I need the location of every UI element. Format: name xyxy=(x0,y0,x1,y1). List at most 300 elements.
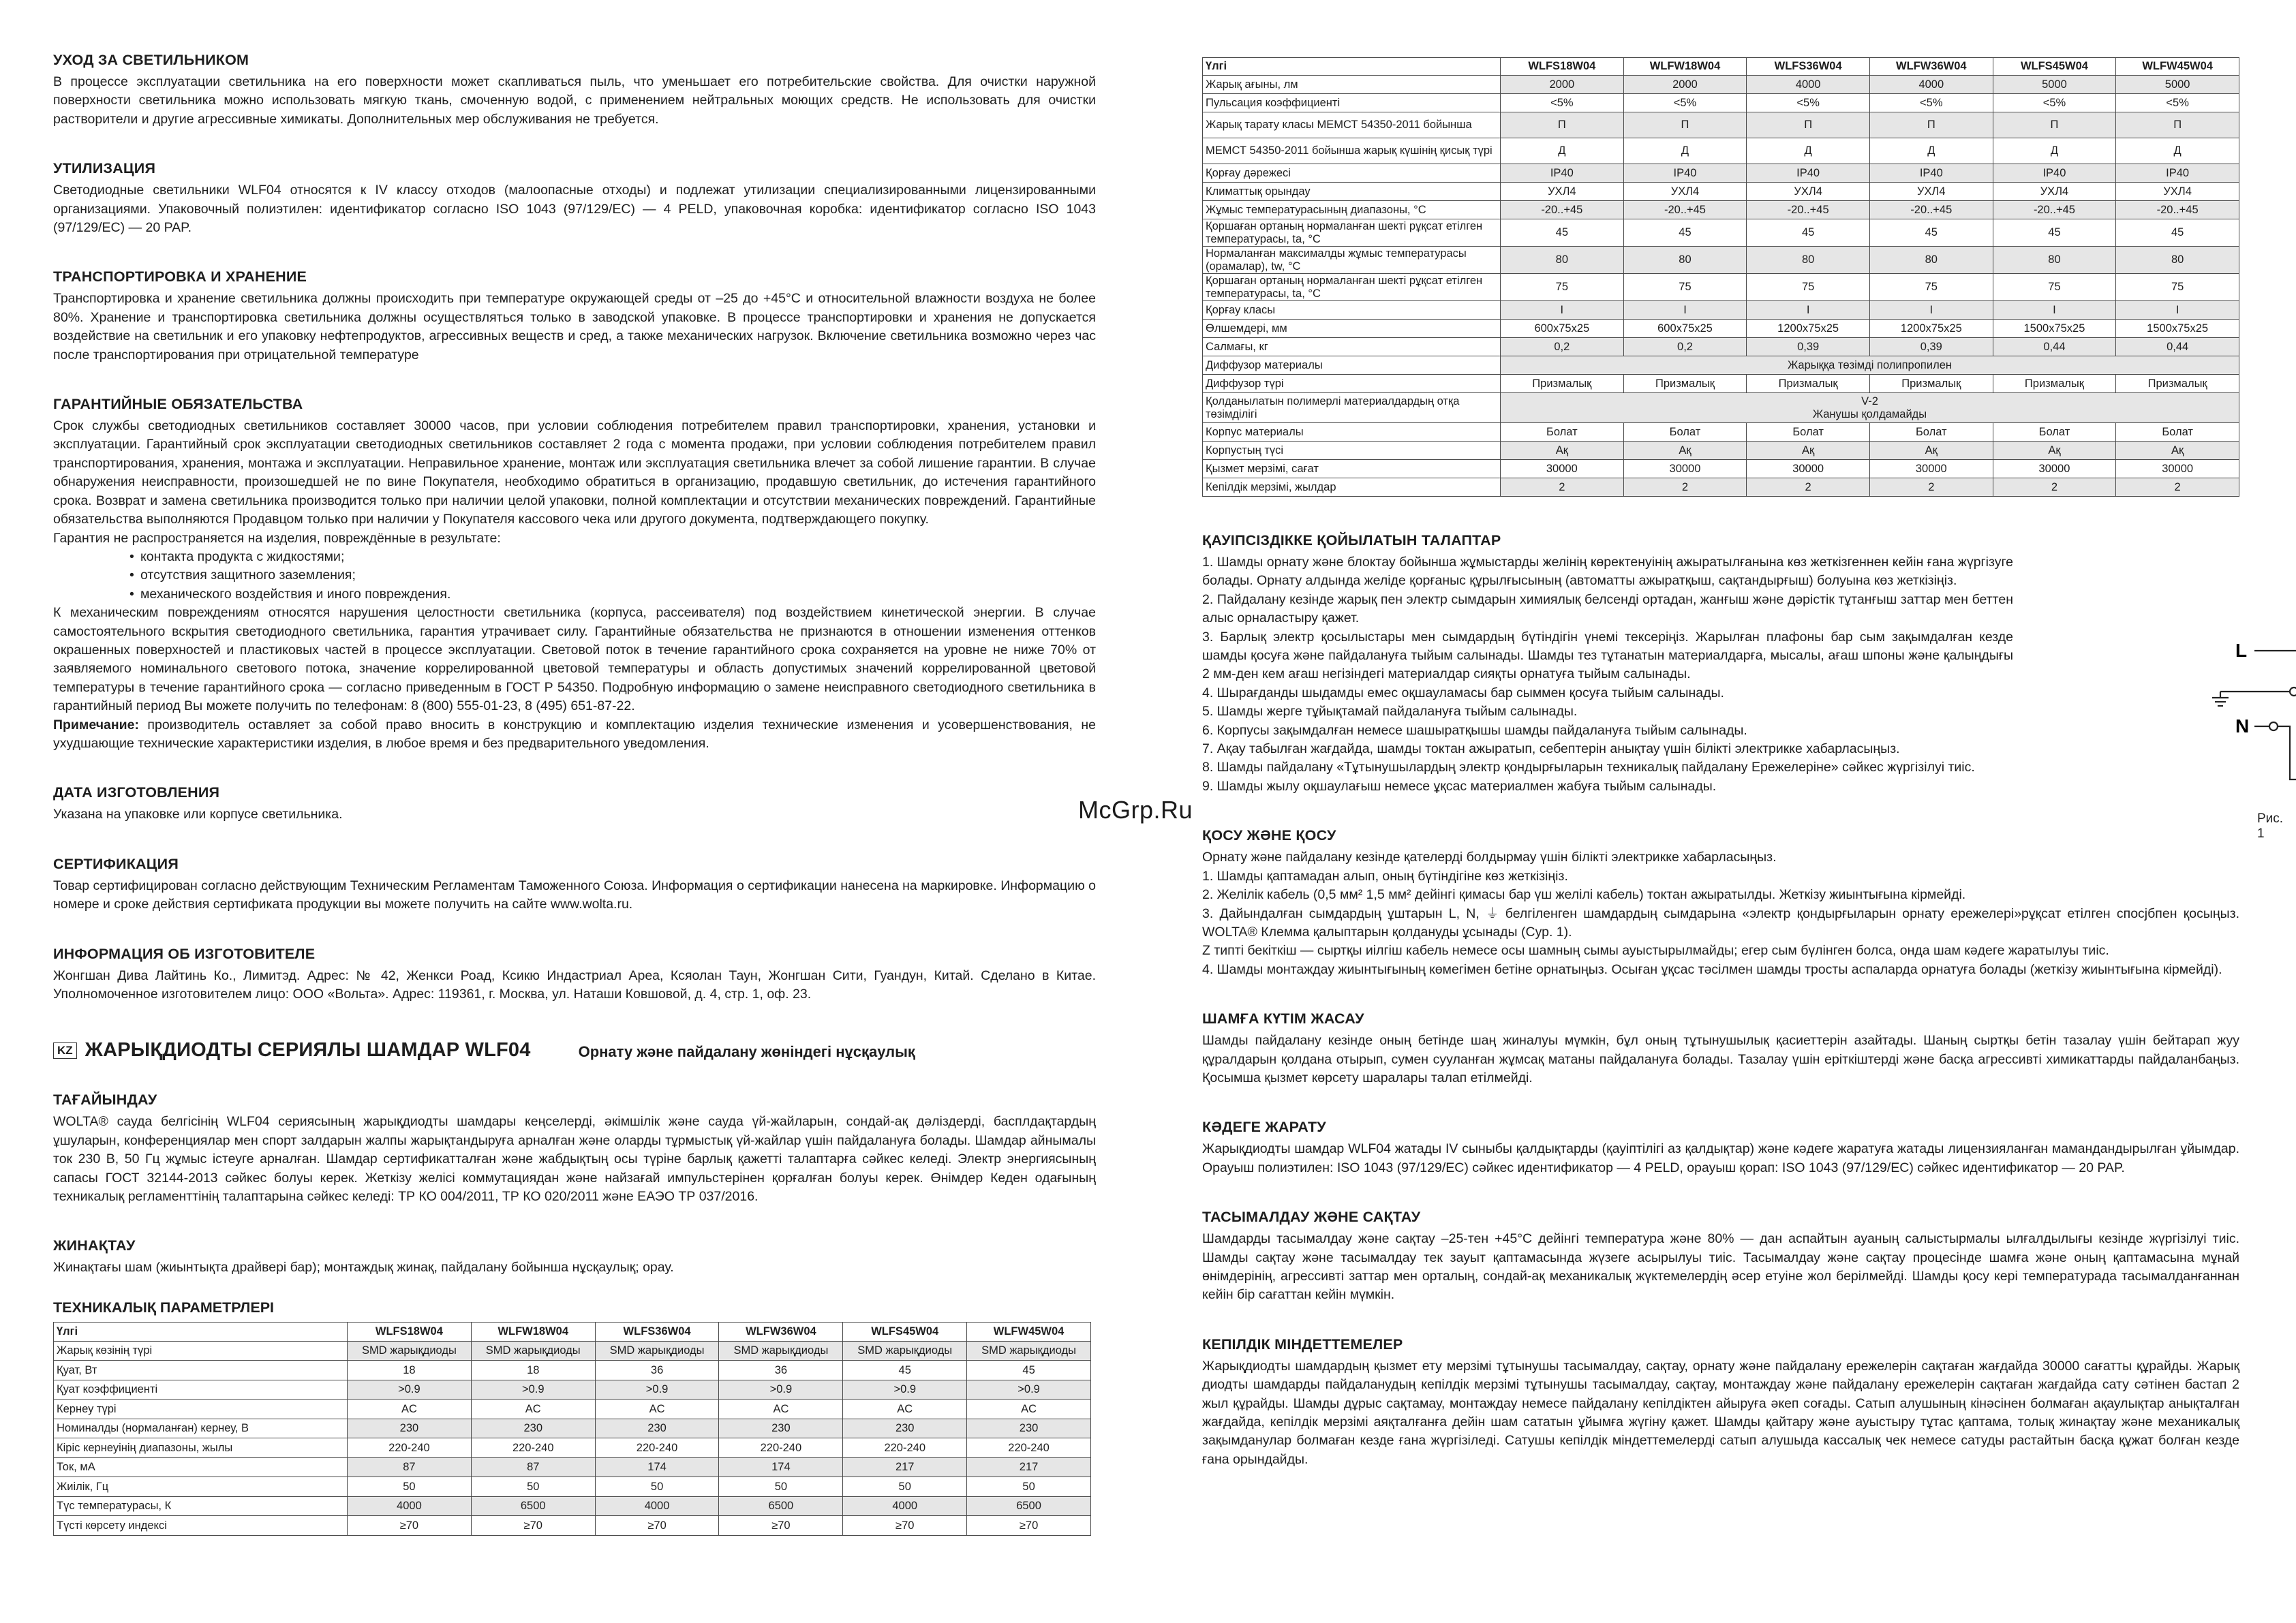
table-cell: 0,2 xyxy=(1623,338,1747,356)
table-cell: AC xyxy=(843,1400,967,1419)
table-cell: <5% xyxy=(2116,94,2239,112)
table-cell: 80 xyxy=(1623,247,1747,274)
table-cell: 174 xyxy=(595,1457,719,1477)
table-cell: Д xyxy=(1869,138,1993,164)
table-cell: 0,39 xyxy=(1747,338,1870,356)
table-row xyxy=(1203,460,2239,478)
table-cell: 2 xyxy=(1869,478,1993,497)
watermark-text: McGrp.Ru xyxy=(1078,796,1193,824)
table-row xyxy=(54,1477,1091,1497)
table-cell: -20..+45 xyxy=(1623,201,1747,219)
table-cell: IP40 xyxy=(1747,164,1870,183)
table-cell: 30000 xyxy=(1993,460,2116,478)
table-cell: Призмалық xyxy=(1501,375,1624,393)
table-cell: ≥70 xyxy=(595,1516,719,1536)
section-text: Товар сертифицирован согласно действующим Техническим Регламентам Таможенного Союза. Информация о сертификации нанесена на маркировке. Информацию о номере и сроке действия сертификата продукции вы можете получить на сайте www.wolta.ru. xyxy=(53,878,1096,912)
table-cell: -20..+45 xyxy=(1501,201,1624,219)
table-row xyxy=(1203,442,2239,460)
table-cell: 2000 xyxy=(1501,76,1624,94)
figure-caption: Рис. 1 xyxy=(2257,812,2284,841)
kz-warranty-section xyxy=(1202,1336,2239,1469)
table-cell: Ақ xyxy=(1993,442,2116,460)
table-cell: 1200х75х25 xyxy=(1747,320,1870,338)
section-title: ТАСЫМАЛДАУ ЖӘНЕ САҚТАУ xyxy=(1202,1209,1421,1226)
table-cell: I xyxy=(1993,301,2116,320)
section-title: ЖИНАҚТАУ xyxy=(53,1237,136,1254)
table-cell: 0,44 xyxy=(1993,338,2116,356)
table-cell: 217 xyxy=(843,1457,967,1477)
table-cell: -20..+45 xyxy=(1869,201,1993,219)
section-title: ИНФОРМАЦИЯ ОБ ИЗГОТОВИТЕЛЕ xyxy=(53,945,316,962)
terminal-pe xyxy=(2290,687,2296,696)
table-cell: Жиілік, Гц xyxy=(54,1477,348,1497)
table-cell: Номиналды (нормаланған) кернеу, В xyxy=(54,1419,348,1438)
section-text: Шамды пайдалану кезінде оның бетінде шаң жиналуы мүмкін, бұл оның тұтынушылық қасиеттерін азайтады. Шаның сыртқы бетін тазалау үшін бейтарап жуу құралдарын қолдана отырып, сумен сууланған жұмсақ матаны пайдалануға болады. Тазалау үшін еріткіштерді және басқа агрессивті химикаттарды пайдаланбаңыз. Қосымша қызмет көрсету шаралары талап етілмейді. xyxy=(1202,1033,2239,1085)
table-row xyxy=(1203,423,2239,442)
table-cell: Болат xyxy=(1993,423,2116,442)
table-cell: П xyxy=(1869,112,1993,138)
table-cell: 0,39 xyxy=(1869,338,1993,356)
table-header-row xyxy=(54,1322,1091,1341)
table-cell: 220-240 xyxy=(595,1438,719,1458)
table-row xyxy=(54,1380,1091,1400)
table-header-cell: WLFS36W04 xyxy=(1747,58,1870,76)
table-cell: 6500 xyxy=(471,1496,595,1516)
table-cell: ≥70 xyxy=(843,1516,967,1536)
section-text: Срок службы светодиодных светильников составляет 30000 часов, при условии соблюдения потребителем правил транспортировки, хранения, установки и эксплуатации. Гарантийный срок эксплуатации светодиодных светильников составляет 2 года с момента продажи, при условии соблюдения потребителем правил транспортирования, хранения, монтажа и эксплуатации. Неправильное хранение, монтаж или эксплуатация светильника влечет за собой лишение гарантии. В случае обнаружения неисправности, произошедшей не по вине Покупателя, необходимо обратиться в организацию, продавшую светильник, до истечения гарантийного срока. Возврат и замена светильника производится только при наличии целой упаковки, полной комплектации и отсутствии механических повреждений. Гарантийные обязательства выполняются Продавцом только при наличии у Покупателя кассового чека или другого документа, подтверждающего покупку. xyxy=(53,418,1096,527)
note-body: производитель оставляет за собой право вносить в конструкцию и комплектацию изделия технические изменения и усовершенствования, не ухудшающие технические характеристики изделия, в любое время и без предварительного уведомления. xyxy=(53,717,1096,751)
table-cell: SMD жарықдиоды xyxy=(967,1341,1091,1361)
table-cell: -20..+45 xyxy=(2116,201,2239,219)
connection-list xyxy=(1202,867,2239,979)
table-cell: 4000 xyxy=(1747,76,1870,94)
table-cell: П xyxy=(1623,112,1747,138)
table-cell: 45 xyxy=(967,1361,1091,1380)
section-text: Шамдарды тасымалдау және сақтау –25-тен +45°С дейінгі температура және 80% — дан аспайтын ауаның салыстырмалы ылғалдылығы кезінде жүргізілуі тиіс. Шамды сақтау және тасымалдау тек зауыт қаптамасында жүзеге асырылуы тиіс. Тасымалдау және сақтау процесінде шамға және оның қаптамасына мұнай өнімдерінің, агрессивті заттар мен орталың, сондай-ақ механикалық жүктемелердің әсер етуіне жол берілмейді. Шамды қосу кері температурада тасымалданғаннан кейін бір сағаттан кейін мүмкін. xyxy=(1202,1231,2239,1303)
table-cell: Жұмыс температурасының диапазоны, °С xyxy=(1203,201,1501,219)
table-row xyxy=(1203,112,2239,138)
table-cell: 18 xyxy=(471,1361,595,1380)
section-text: К механическим повреждениям относятся нарушения целостности светильника (корпуса, рассеивателя) под воздействием кинетической энергии. В случае самостоятельного вскрытия светодиодного светильника, гарантия утрачивает силу. Гарантийные обязательства не признаются в отношении изменения оттенков окрашенных поверхностей и пластиковых частей в процессе эксплуатации. Световой поток в течение гарантийного срока сохраняется на уровне не ниже 70% от заявляемого номинального светового потока, значение коррелированной цветовой температуры и область допустимых значений коррелированной цветовой температуры в течение гарантийного срока — согласно приведенным в ГОСТ Р 54350. Подробную информацию о замене неисправного светодиодного светильника в гарантийный период Вы можете получить по телефонам: 8 (800) 555-01-23, 8 (495) 651-87-22. xyxy=(53,605,1096,714)
table-cell: Салмағы, кг xyxy=(1203,338,1501,356)
table-cell: 4000 xyxy=(595,1496,719,1516)
section-text: Орнату және пайдалану кезінде қателерді болдырмау үшін білікті электрикке хабарласыңыз. xyxy=(1202,850,1777,865)
list-item: 2. Пайдалану кезінде жарық пен электр сымдарын химиялық белсенді ортадан, жанғыш және дәрістік тұтанғыш заттар мен беттен алыс орналастыру қажет. xyxy=(1202,591,2013,626)
list-item: • отсутствия защитного заземления; xyxy=(140,566,1096,585)
table-header-cell: WLFW36W04 xyxy=(719,1322,843,1341)
ru-manufacture-date-section xyxy=(53,784,1096,824)
table-row xyxy=(54,1438,1091,1458)
table-header-cell: WLFS18W04 xyxy=(1501,58,1624,76)
table-header-cell: WLFW45W04 xyxy=(967,1322,1091,1341)
table-header-cell: WLFW45W04 xyxy=(2116,58,2239,76)
list-item: 1. Шамды қаптамадан алып, оның бүтіндігіне көз жеткізіңіз. xyxy=(1202,868,1568,884)
table-cell: AC xyxy=(967,1400,1091,1419)
table-cell: Нормаланған максималды жұмыс температурасы (орамалар), tw, °С xyxy=(1203,247,1501,274)
table-row xyxy=(1203,356,2239,375)
section-text: Жинақтағы шам (жиынтықта драйвері бар); монтаждық жинақ, пайдалану бойынша нұсқаулық; орау. xyxy=(53,1260,674,1276)
table-cell: Жарық ағыны, лм xyxy=(1203,76,1501,94)
ru-care-section xyxy=(53,52,1096,129)
table-cell: Өлшемдері, мм xyxy=(1203,320,1501,338)
table-cell: УХЛ4 xyxy=(1869,183,1993,201)
table-row xyxy=(1203,94,2239,112)
table-row xyxy=(54,1496,1091,1516)
table-cell: 230 xyxy=(471,1419,595,1438)
table-header-cell: WLFS18W04 xyxy=(348,1322,472,1341)
list-item: • механического воздействия и иного повреждения. xyxy=(140,585,1096,604)
table-cell: SMD жарықдиоды xyxy=(843,1341,967,1361)
table-cell: Болат xyxy=(1869,423,1993,442)
table-header-cell: WLFW18W04 xyxy=(471,1322,595,1341)
list-item: 5. Шамды жерге тұйықтамай пайдалануға тыйым салынады. xyxy=(1202,704,1578,720)
table-cell: Кепілдік мерзімі, жылдар xyxy=(1203,478,1501,497)
table-header-cell: WLFS45W04 xyxy=(843,1322,967,1341)
table-row xyxy=(1203,478,2239,497)
table-cell: 0,2 xyxy=(1501,338,1624,356)
table-cell: УХЛ4 xyxy=(2116,183,2239,201)
wiring-diagram-svg xyxy=(2211,621,2296,799)
table-cell: Ток, мА xyxy=(54,1457,348,1477)
table-cell: IP40 xyxy=(1501,164,1624,183)
cell-line: Жанушы қолдамайды xyxy=(1812,407,1927,420)
table-cell: 6500 xyxy=(719,1496,843,1516)
table-cell: 220-240 xyxy=(719,1438,843,1458)
table-cell: ≥70 xyxy=(719,1516,843,1536)
table-cell: 50 xyxy=(348,1477,472,1497)
table-cell: 2 xyxy=(1993,478,2116,497)
language-badge: KZ xyxy=(53,1042,77,1059)
list-item: 9. Шамды жылу оқшаулағыш немесе ұқсас материалмен жабуға тыйым салынады. xyxy=(1202,778,1717,794)
table-cell: УХЛ4 xyxy=(1993,183,2116,201)
table-cell: 174 xyxy=(719,1457,843,1477)
table-cell: Түсті көрсету индексі xyxy=(54,1516,348,1536)
safety-list xyxy=(1202,553,2013,796)
table-cell: УХЛ4 xyxy=(1501,183,1624,201)
list-item: 1. Шамды орнату және блоктау бойынша жұмыстарды желінің көректенуінің ажыратылғанына көз жеткізгеннен кейін ғана жүргізуге болады. Орнату алдында желіде қорғаныс құрылғысының (автоматты ажыратқыш, сақтандырғыш) болуына көз жеткізіңіз. xyxy=(1202,555,2013,589)
wire-n-to-block xyxy=(2278,726,2296,779)
table-cell: П xyxy=(1993,112,2116,138)
table-cell: Корпус материалы xyxy=(1203,423,1501,442)
params-title: ТЕХНИКАЛЫҚ ПАРАМЕТРЛЕРІ xyxy=(53,1299,275,1316)
table-cell: -20..+45 xyxy=(1993,201,2116,219)
table-cell: 600х75х25 xyxy=(1623,320,1747,338)
left-column xyxy=(53,52,1096,1536)
table-cell: 5000 xyxy=(1993,76,2116,94)
table-cell: 75 xyxy=(2116,274,2239,301)
table-cell: Қуат, Вт xyxy=(54,1361,348,1380)
list-item: • контакта продукта с жидкостями; xyxy=(140,548,1096,566)
section-title: ҚОСУ ЖӘНЕ ҚОСУ xyxy=(1202,827,1336,844)
table-cell: 50 xyxy=(719,1477,843,1497)
table-cell: <5% xyxy=(1501,94,1624,112)
table-cell: 30000 xyxy=(1623,460,1747,478)
ru-certification-section xyxy=(53,856,1096,914)
table-row xyxy=(1203,375,2239,393)
table-cell: 1200х75х25 xyxy=(1869,320,1993,338)
table-cell: 75 xyxy=(1501,274,1624,301)
table-cell: Болат xyxy=(1623,423,1747,442)
table-cell: Д xyxy=(1623,138,1747,164)
table-cell: Болат xyxy=(2116,423,2239,442)
table-cell: 45 xyxy=(1501,219,1624,247)
table-cell: SMD жарықдиоды xyxy=(471,1341,595,1361)
table-cell: >0.9 xyxy=(595,1380,719,1400)
table-cell: Жарық тарату класы МЕМСТ 54350-2011 бойынша xyxy=(1203,112,1501,138)
table-row xyxy=(1203,138,2239,164)
note-text xyxy=(53,716,1096,754)
kz-kit-section xyxy=(53,1237,1096,1277)
table-cell: Қоршаған ортаның нормаланған шекті рұқсат етілген температурасы, ta, °С xyxy=(1203,274,1501,301)
table-cell: 30000 xyxy=(1869,460,1993,478)
table-header-cell: WLFW36W04 xyxy=(1869,58,1993,76)
table-cell: Д xyxy=(1501,138,1624,164)
table-cell: Призмалық xyxy=(1623,375,1747,393)
table-cell: ≥70 xyxy=(967,1516,1091,1536)
kz-transport-section xyxy=(1202,1209,2239,1305)
table-cell: Қоршаған ортаның нормаланған шекті рұқсат етілген температурасы, ta, °С xyxy=(1203,219,1501,247)
table-cell: 220-240 xyxy=(348,1438,472,1458)
table-cell: 0,44 xyxy=(2116,338,2239,356)
table-cell: 4000 xyxy=(843,1496,967,1516)
table-cell: 1500х75х25 xyxy=(2116,320,2239,338)
terminal-n xyxy=(2269,722,2278,730)
table-row xyxy=(54,1400,1091,1419)
table-cell: 75 xyxy=(1623,274,1747,301)
list-item: 3. Дайындалған сымдардың ұштарын L, N, ⏚ белгіленген шамдардың сымдарына «электр қондырғыларын орнату ережелері»рұқсат етілген спосјбпен қосыңыз. WOLTA® Клемма қалыптарын қолдануды ұсынады (Сур. 1). xyxy=(1202,906,2239,940)
table-cell: 80 xyxy=(1747,247,1870,274)
spec-table-1 xyxy=(53,1322,1091,1536)
table-row xyxy=(1203,201,2239,219)
table-cell: 230 xyxy=(967,1419,1091,1438)
list-item: 7. Ақау табылған жағдайда, шамды токтан ажыратып, себептерін анықтау үшін білікті электрикке хабарласыңыз. xyxy=(1202,741,1900,757)
table-row xyxy=(54,1457,1091,1477)
table-cell: 80 xyxy=(1993,247,2116,274)
table-row xyxy=(1203,320,2239,338)
table-row xyxy=(1203,274,2239,301)
table-header-cell: WLFS45W04 xyxy=(1993,58,2116,76)
table-cell: 30000 xyxy=(1501,460,1624,478)
table-row xyxy=(1203,247,2239,274)
table-header-cell: WLFW18W04 xyxy=(1623,58,1747,76)
table-cell: Диффузор түрі xyxy=(1203,375,1501,393)
table-row xyxy=(1203,164,2239,183)
table-cell: 2 xyxy=(1623,478,1747,497)
table-cell: Климаттық орындау xyxy=(1203,183,1501,201)
table-row xyxy=(54,1341,1091,1361)
table-cell: Жарық көзінің түрі xyxy=(54,1341,348,1361)
kz-connection-section xyxy=(1202,827,2239,979)
table-cell: Кернеу түрі xyxy=(54,1400,348,1419)
list-item: 4. Шамды монтаждау жиынтығының көмегімен бетіне орнатыңыз. Осыған ұқсас тәсілмен шамды тросты аспаларда орнатуға болады (жеткізу жиынтығына кірмейді). xyxy=(1202,961,2222,977)
section-text: Транспортировка и хранение светильника должны происходить при температуре окружающей среды от –25 до +45°С и относительной влажности воздуха не более 80%. Хранение и транспортировка светильника должны осуществляться только в заводской упаковке. В процессе транспортировки и хранения не допускается воздействие на светильник и его упаковку нефтепродуктов, агрессивных веществ и сред, а также механических нагрузок. Включение светильника возможно через час после транспортирования при отрицательной температуре xyxy=(53,291,1096,362)
table-cell: AC xyxy=(471,1400,595,1419)
table-cell: I xyxy=(1869,301,1993,320)
table-body xyxy=(1203,76,2239,497)
table-cell: SMD жарықдиоды xyxy=(595,1341,719,1361)
kz-disposal-section xyxy=(1202,1119,2239,1177)
ru-disposal-section xyxy=(53,160,1096,237)
table-cell: 45 xyxy=(1993,219,2116,247)
label-l: L xyxy=(2235,640,2248,661)
table-cell: 4000 xyxy=(1869,76,1993,94)
table-cell: 80 xyxy=(2116,247,2239,274)
section-title: ТРАНСПОРТИРОВКА И ХРАНЕНИЕ xyxy=(53,268,307,285)
section-title: УТИЛИЗАЦИЯ xyxy=(53,160,156,177)
table-cell: 5000 xyxy=(2116,76,2239,94)
table-cell: 45 xyxy=(2116,219,2239,247)
table-cell: Диффузор материалы xyxy=(1203,356,1501,375)
table-cell: IP40 xyxy=(1623,164,1747,183)
table-row xyxy=(54,1419,1091,1438)
spec-table-2 xyxy=(1202,57,2239,497)
section-title: КӘДЕГЕ ЖАРАТУ xyxy=(1202,1119,1326,1136)
table-row xyxy=(1203,338,2239,356)
table-row xyxy=(1203,76,2239,94)
table-cell: IP40 xyxy=(1869,164,1993,183)
table-cell: 18 xyxy=(348,1361,472,1380)
table-cell: Д xyxy=(1993,138,2116,164)
table-header-cell: Үлгі xyxy=(54,1322,348,1341)
table-cell: I xyxy=(1501,301,1624,320)
table-cell: Болат xyxy=(1747,423,1870,442)
table-cell: Призмалық xyxy=(1869,375,1993,393)
table-cell: Қорғау дәрежесі xyxy=(1203,164,1501,183)
table-cell: 220-240 xyxy=(967,1438,1091,1458)
table-cell: Болат xyxy=(1501,423,1624,442)
table-cell: Ақ xyxy=(1623,442,1747,460)
table-cell: П xyxy=(1501,112,1624,138)
table-cell: 2000 xyxy=(1623,76,1747,94)
table-cell: Ақ xyxy=(1869,442,1993,460)
section-text: Светодиодные светильники WLF04 относятся к IV классу отходов (малоопасные отходы) и подлежат утилизации специализированными лицензированными организациями. Упаковочный полиэтилен: идентификатор согласно ISO 1043 (97/129/EC) — 4 PELD, упаковочная коробка: идентификатор согласно ISO 1043 (97/129/EC) — 20 PAP. xyxy=(53,183,1096,236)
table-cell: IP40 xyxy=(1993,164,2116,183)
list-item: 3. Барлық электр қосылыстары мен сымдардың бүтіндігін үнемі тексеріңіз. Жарылған плафоны бар сым зақымдалған кезде шамды қосуға және пайдалануға тыйым салынады. Шамды тез тұтанатын материалдарға, мысалы, ағаш шпоны және қалыңдығы 2 мм-ден кем ағаш негізіндегі материалдар сияқты орнатуға тыйым салынады. xyxy=(1202,629,2013,682)
note-label: Примечание: xyxy=(53,717,139,732)
section-title: ДАТА ИЗГОТОВЛЕНИЯ xyxy=(53,784,220,801)
table-header-row xyxy=(1203,58,2239,76)
table-cell: 75 xyxy=(1747,274,1870,301)
label-n: N xyxy=(2235,715,2250,737)
table-cell: 87 xyxy=(348,1457,472,1477)
table-row xyxy=(1203,393,2239,423)
table-header-cell: WLFS36W04 xyxy=(595,1322,719,1341)
table-cell: 220-240 xyxy=(471,1438,595,1458)
list-item: 6. Корпусы зақымдалған немесе шашыратқышы шамды пайдалануға тыйым салынады. xyxy=(1202,722,1747,738)
table-cell: 230 xyxy=(843,1419,967,1438)
table-cell: Қорғау класы xyxy=(1203,301,1501,320)
table-cell: 2 xyxy=(1747,478,1870,497)
table-cell: 50 xyxy=(471,1477,595,1497)
table-cell: <5% xyxy=(1623,94,1747,112)
table-cell: <5% xyxy=(1993,94,2116,112)
kz-subtitle: Орнату және пайдалану жөніндегі нұсқаулық xyxy=(578,1042,915,1060)
table-cell: 45 xyxy=(1747,219,1870,247)
table-cell: 230 xyxy=(595,1419,719,1438)
table-cell: 6500 xyxy=(967,1496,1091,1516)
table-cell: I xyxy=(1747,301,1870,320)
section-title: УХОД ЗА СВЕТИЛЬНИКОМ xyxy=(53,52,249,68)
table-cell: 45 xyxy=(843,1361,967,1380)
ru-warranty-section xyxy=(53,396,1096,753)
table-cell: >0.9 xyxy=(348,1380,472,1400)
list-item: 4. Шырағданды шыдамды емес оқшауламасы бар сыммен қосуға тыйым салынады. xyxy=(1202,685,1724,700)
table-cell: Призмалық xyxy=(2116,375,2239,393)
table-cell: 230 xyxy=(348,1419,472,1438)
table-cell: Қызмет мерзімі, сағат xyxy=(1203,460,1501,478)
list-item: 8. Шамды пайдалану «Тұтынушылардың электр қондырғыларын техникалық пайдалану Ережелеріне» сәйкес жүргізілуі тиіс. xyxy=(1202,760,1975,775)
warranty-exclusions-list xyxy=(53,548,1096,604)
table-row xyxy=(1203,219,2239,247)
table-cell: >0.9 xyxy=(719,1380,843,1400)
table-cell: 80 xyxy=(1869,247,1993,274)
kz-safety-section xyxy=(1202,532,2013,796)
table-cell: 36 xyxy=(595,1361,719,1380)
table-cell: 217 xyxy=(967,1457,1091,1477)
table-cell: AC xyxy=(719,1400,843,1419)
table-cell: AC xyxy=(348,1400,472,1419)
ru-manufacturer-section xyxy=(53,946,1096,1004)
table-cell: Қолданылатын полимерлі материалдардың отқа төзімділігі xyxy=(1203,393,1501,423)
section-text: Указана на упаковке или корпусе светильника. xyxy=(53,807,343,822)
table-cell: 36 xyxy=(719,1361,843,1380)
list-item: Z типті бекіткіш — сыртқы иілгіш кабель немесе осы шамның сымы ауыстырылмайды; егер сым бүлінген болса, онда шам кәдеге жаратылуы тиіс. xyxy=(1202,943,2109,959)
kz-purpose-section xyxy=(53,1092,1096,1206)
section-title: КЕПІЛДІК МІНДЕТТЕМЕЛЕР xyxy=(1202,1335,1403,1352)
table-cell: П xyxy=(1747,112,1870,138)
table-cell: Жарыққа төзімді полипропилен xyxy=(1501,356,2239,375)
section-text: Жарықдиодты шамдар WLF04 жатады IV сыныбы қалдықтарды (қауіптілігі аз қалдықтар) және кәдеге жаратуға жатады лицензияланған мамандандырылған ұйымдар. Орауыш полиэтилен: ISO 1043 (97/129/EC) сәйкес идентификатор — 4 PELD, орауыш қорап: ISO 1043 (97/129/EC) сәйкес идентификатор — 20 PAP. xyxy=(1202,1141,2239,1175)
table-header-cell: Үлгі xyxy=(1203,58,1501,76)
table-cell: 50 xyxy=(843,1477,967,1497)
section-title: ГАРАНТИЙНЫЕ ОБЯЗАТЕЛЬСТВА xyxy=(53,396,303,413)
table-cell: 30000 xyxy=(1747,460,1870,478)
table-cell: AC xyxy=(595,1400,719,1419)
table-cell: Д xyxy=(1747,138,1870,164)
table-cell: 45 xyxy=(1869,219,1993,247)
table-row xyxy=(1203,301,2239,320)
table-row xyxy=(54,1516,1091,1536)
table-cell: МЕМСТ 54350-2011 бойынша жарық күшінің қисық түрі xyxy=(1203,138,1501,164)
table-cell: 45 xyxy=(1623,219,1747,247)
table-cell: <5% xyxy=(1869,94,1993,112)
section-text: Гарантия не распространяется на изделия, повреждённые в результате: xyxy=(53,530,501,546)
table-cell: 4000 xyxy=(348,1496,472,1516)
table-cell: SMD жарықдиоды xyxy=(719,1341,843,1361)
table-cell: I xyxy=(2116,301,2239,320)
table-cell: Ақ xyxy=(1747,442,1870,460)
kz-title: ЖАРЫҚДИОДТЫ СЕРИЯЛЫ ШАМДАР WLF04 xyxy=(85,1039,531,1062)
table-cell: >0.9 xyxy=(967,1380,1091,1400)
table-cell: 87 xyxy=(471,1457,595,1477)
table-cell: Призмалық xyxy=(1747,375,1870,393)
table-cell: <5% xyxy=(1747,94,1870,112)
table-row xyxy=(1203,183,2239,201)
table-cell: УХЛ4 xyxy=(1623,183,1747,201)
table-cell: 75 xyxy=(1993,274,2116,301)
table-cell: Ақ xyxy=(2116,442,2239,460)
table-cell: П xyxy=(2116,112,2239,138)
table-cell: 80 xyxy=(1501,247,1624,274)
table-cell: 2 xyxy=(1501,478,1624,497)
table-cell: SMD жарықдиоды xyxy=(348,1341,472,1361)
section-text: В процессе эксплуатации светильника на его поверхности может скапливаться пыль, что уменьшает его потребительские свойства. Для очистки наружной поверхности светильника можно использовать мягкую ткань, смоченную водой, с применением нейтральных моющих средств. Не использовать для очистки растворители и другие агрессивные химикаты. Дополнительных мер обслуживания не требуется. xyxy=(53,74,1096,127)
cell-line: V-2 xyxy=(1861,395,1878,407)
table-cell: -20..+45 xyxy=(1747,201,1870,219)
table-cell: 1500х75х25 xyxy=(1993,320,2116,338)
table-cell: УХЛ4 xyxy=(1747,183,1870,201)
right-column xyxy=(1202,57,2284,1469)
